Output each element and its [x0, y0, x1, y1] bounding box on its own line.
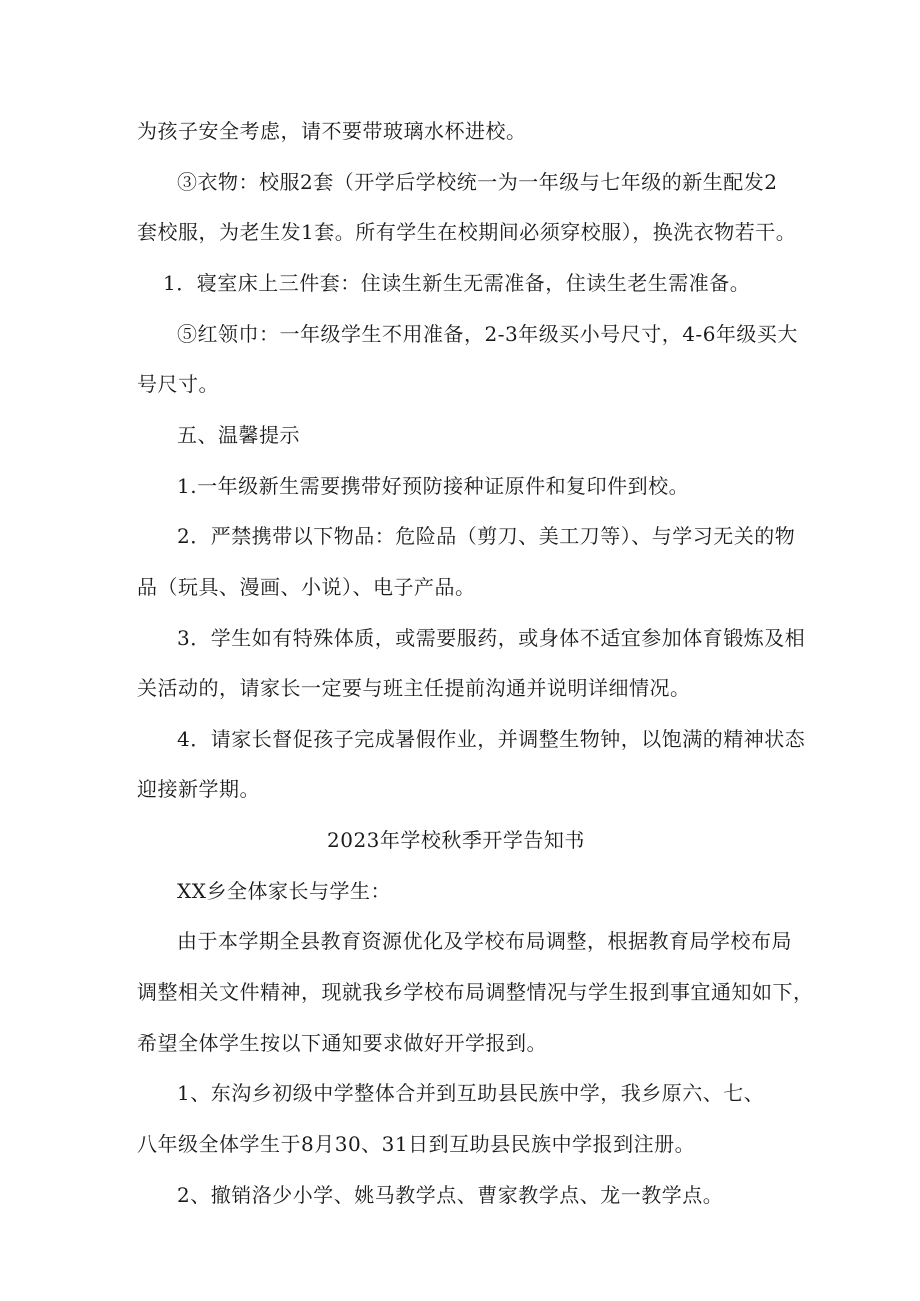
line-clothing-item: ③衣物：校服2套（开学后学校统一为一年级与七年级的新生配发2: [177, 170, 778, 194]
notice-item-1-cont: 八年级全体学生于8月30、31日到互助县民族中学报到注册。: [137, 1132, 696, 1156]
line-bedding-item: 1．寝室床上三件套：住读生新生无需准备，住读生老生需准备。: [163, 271, 751, 295]
tip-item-2: 2．严禁携带以下物品：危险品（剪刀、美工刀等）、与学习无关的物: [177, 524, 796, 548]
tip-item-4: 4．请家长督促孩子完成暑假作业，并调整生物钟，以饱满的精神状态: [177, 727, 806, 751]
salutation: XX乡全体家长与学生：: [177, 879, 391, 903]
line-red-scarf-item-cont: 号尺寸。: [137, 372, 219, 396]
tip-item-2-cont: 品（玩具、漫画、小说）、电子产品。: [137, 575, 476, 599]
line-red-scarf-item: ⑤红领巾：一年级学生不用准备，2-3年级买小号尺寸，4-6年级买大: [177, 322, 798, 346]
section-heading-tips: 五、温馨提示: [177, 423, 300, 447]
tip-item-3: 3．学生如有特殊体质，或需要服药，或身体不适宜参加体育锻炼及相: [177, 626, 806, 650]
tip-item-3-cont: 关活动的，请家长一定要与班主任提前沟通并说明详细情况。: [137, 676, 691, 700]
intro-paragraph-line-1: 由于本学期全县教育资源优化及学校布局调整，根据教育局学校布局: [177, 929, 792, 953]
document-title: 2023年学校秋季开学告知书: [327, 828, 585, 852]
notice-item-1: 1、东沟乡初级中学整体合并到互助县民族中学，我乡原六、七、: [177, 1081, 765, 1105]
tip-item-1: 1.一年级新生需要携带好预防接种证原件和复印件到校。: [177, 474, 690, 498]
notice-item-2: 2、撤销洛少小学、姚马教学点、曹家教学点、龙一教学点。: [177, 1183, 724, 1207]
line-clothing-item-cont: 套校服，为老生发1套。所有学生在校期间必须穿校服），换洗衣物若干。: [137, 220, 797, 244]
line-glass-cup-note: 为孩子安全考虑，请不要带玻璃水杯进校。: [137, 119, 527, 143]
intro-paragraph-line-2: 调整相关文件精神，现就我乡学校布局调整情况与学生报到事宜通知如下，: [137, 980, 814, 1004]
tip-item-4-cont: 迎接新学期。: [137, 777, 260, 801]
intro-paragraph-line-3: 希望全体学生按以下通知要求做好开学报到。: [137, 1031, 547, 1055]
